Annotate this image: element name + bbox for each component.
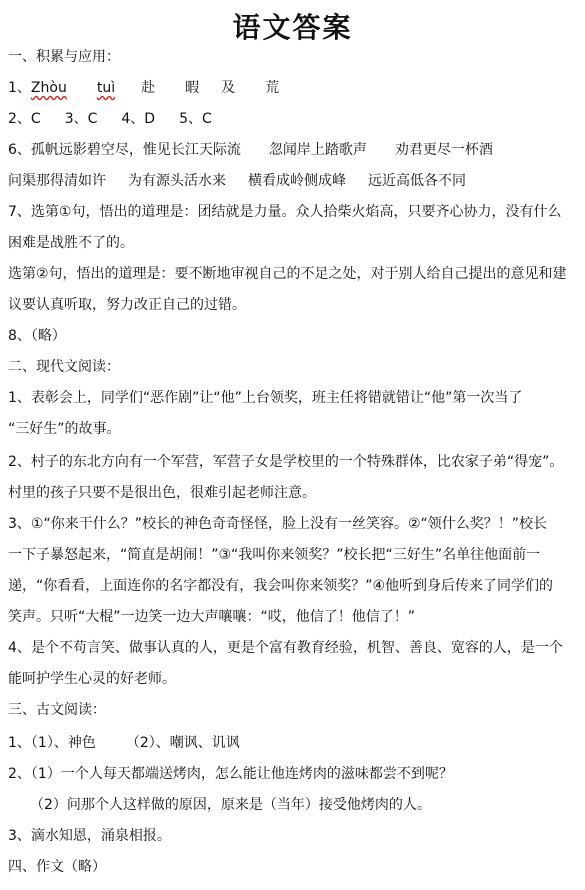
answer-3-1a: 1、（1）、神色 — [8, 735, 96, 751]
answer-4: 4、D — [121, 111, 156, 127]
answer-2-3-line4: 笑声。只听“大棍”一边笑一边大声嚷嚷：“哎，他信了！他信了！” — [8, 609, 416, 625]
answer-1-1 — [8, 78, 279, 98]
poem-line: 劝君更尽一杯酒 — [394, 142, 493, 158]
answer-2-4-line2: 能呵护学生心灵的好老师。 — [8, 671, 176, 687]
answer-1-7b-line1: 选第②句，悟出的道理是：要不断地审视自己的不足之处，对于别人给自己提出的意见和建 — [8, 266, 567, 282]
word-4: 荒 — [265, 80, 280, 96]
answer-2-2-line2: 村里的孩子只要不是很出色，很难引起老师注意。 — [8, 485, 316, 501]
answer-2-4-line1: 4、是个不苟言笑、做事认真的人，更是个富有教育经验，机智、善良、宽容的人，是一个 — [8, 640, 563, 656]
section-heading-4: 四、作文（略） — [8, 859, 106, 875]
answer-1-8: 8、（略） — [8, 328, 66, 344]
poem-line: 为有源头活水来 — [128, 173, 226, 189]
answer-3-3: 3、滴水知恩，涌泉相报。 — [8, 828, 171, 844]
poem-line: 6、孤帆远影碧空尽，惟见长江天际流 — [8, 142, 241, 158]
answer-2-3-line2: 一下子暴怒起来，“简直是胡闹！”③“我叫你来领奖？”校长把“三好生”名单往他面前一 — [8, 547, 541, 563]
answer-number: 1、 — [8, 80, 31, 96]
word-2: 暇 — [185, 80, 200, 96]
section-heading-3: 三、古文阅读： — [8, 702, 106, 718]
poem-line: 忽闻岸上踏歌声 — [268, 142, 367, 158]
pinyin-zhou: Zhòu — [30, 80, 67, 96]
answer-1-6-line2 — [8, 171, 466, 191]
pinyin-tui: tuì — [96, 80, 116, 96]
answer-3-2a: 2、（1）一个人每天都端送烤肉，怎么能让他连烤肉的滋味都尝不到呢？ — [8, 766, 453, 782]
answer-3-1b: （2）、嘲讽、讥讽 — [125, 735, 240, 751]
word-3: 及 — [221, 80, 236, 96]
answer-2-2-line1: 2、村子的东北方向有一个军营，军营子女是学校里的一个特殊群体，比农家子弟“得宠”。 — [8, 454, 564, 470]
answer-1-7b-line2: 议要认真听取，努力改正自己的过错。 — [8, 297, 246, 313]
answer-1-7a-line2: 困难是战胜不了的。 — [8, 235, 134, 251]
answer-2-3-line1: 3、①“你来干什么？”校长的神色奇奇怪怪，脸上没有一丝笑容。②“领什么奖？！”校长 — [8, 516, 548, 532]
answer-5: 5、C — [179, 111, 212, 127]
poem-line: 远近高低各不同 — [368, 173, 466, 189]
answer-2-3-line3: 递，“你看看，上面连你的名字都没有，我会叫你来领奖？”④他听到身后传来了同学们的 — [8, 578, 554, 594]
poem-line: 问渠那得清如许 — [8, 173, 106, 189]
section-heading-2: 二、现代文阅读： — [8, 359, 120, 375]
word-1: 赴 — [141, 80, 156, 96]
answer-2-1-line2: “三好生”的故事。 — [8, 421, 121, 437]
answer-3-2b: （2）问那个人这样做的原因，原来是（当年）接受他烤肉的人。 — [30, 797, 431, 813]
answer-2: 2、C — [8, 111, 41, 127]
answer-3-1 — [8, 733, 240, 753]
answer-1-2-5 — [8, 109, 212, 129]
document-title: 语文答案 — [232, 11, 353, 44]
answer-1-6-line1 — [8, 140, 493, 160]
section-heading-1: 一、积累与应用： — [8, 49, 120, 65]
poem-line: 横看成岭侧成峰 — [248, 173, 346, 189]
answer-2-1-line1: 1、表彰会上，同学们“恶作剧”让“他”上台领奖，班主任将错就错让“他”第一次当了 — [8, 390, 523, 406]
answer-1-7a-line1: 7、选第①句，悟出的道理是：团结就是力量。众人拾柴火焰高，只要齐心协力，没有什么 — [8, 204, 562, 220]
answer-3: 3、C — [64, 111, 98, 127]
